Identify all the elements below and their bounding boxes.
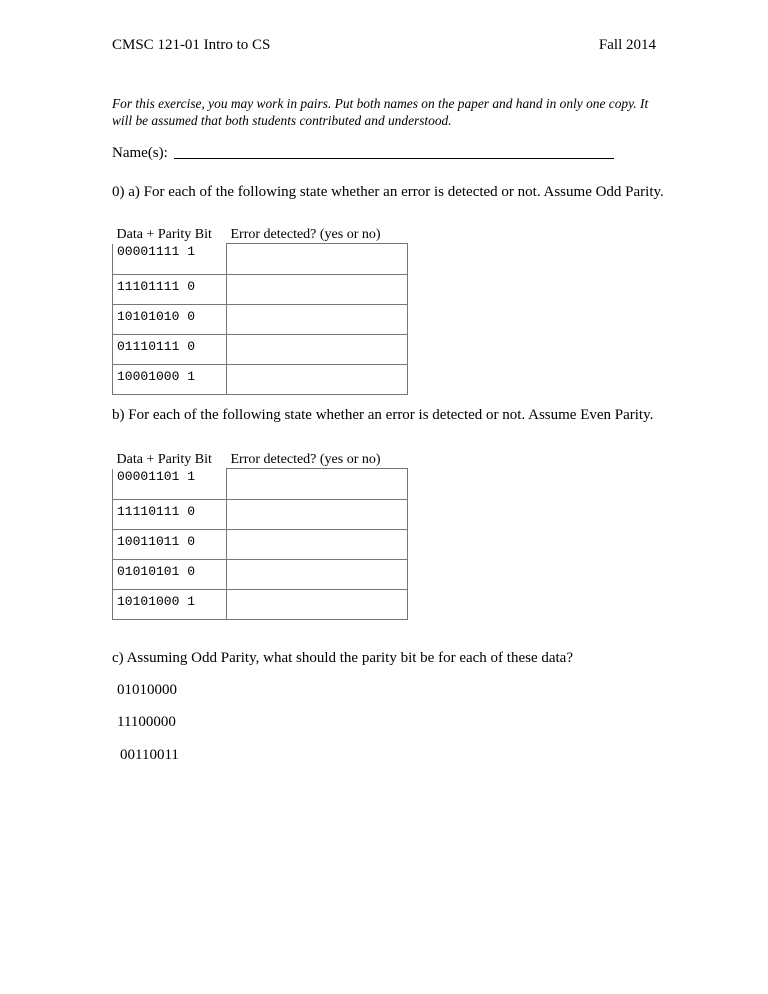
answer-cell[interactable]	[227, 469, 408, 500]
answer-cell[interactable]	[227, 305, 408, 335]
table-row	[113, 469, 408, 500]
course-title: CMSC 121-01 Intro to CS	[112, 37, 271, 53]
table-row	[113, 500, 408, 530]
answer-cell[interactable]	[227, 560, 408, 590]
table-row	[113, 275, 408, 305]
table-row	[113, 305, 408, 335]
data-cell: 01010101 0	[113, 560, 227, 590]
instructions-text: For this exercise, you may work in pairs. Put both names on the paper and hand in only one copy. It will be assumed that both students contributed and understood.	[112, 96, 649, 128]
data-cell: 10101010 0	[113, 305, 227, 335]
part-c-item: 00110011	[120, 747, 179, 763]
col-header-data: Data + Parity Bit	[116, 227, 212, 242]
col-header-data: Data + Parity Bit	[116, 452, 212, 467]
part-b-prompt: b) For each of the following state whether an error is detected or not. Assume Even Parity.	[112, 407, 654, 423]
answer-cell[interactable]	[227, 365, 408, 395]
data-cell: 11110111 0	[113, 500, 227, 530]
table-row	[113, 335, 408, 365]
table-row	[113, 365, 408, 395]
data-cell: 00001101 1	[113, 469, 227, 500]
data-cell: 10011011 0	[113, 530, 227, 560]
col-header-answer: Error detected? (yes or no)	[230, 227, 381, 242]
part-c-prompt: c) Assuming Odd Parity, what should the parity bit be for each of these data?	[112, 650, 573, 666]
data-cell: 10001000 1	[113, 365, 227, 395]
table-row	[113, 530, 408, 560]
names-blank-line[interactable]	[174, 158, 614, 159]
data-cell: 11101111 0	[113, 275, 227, 305]
part-c-item: 11100000	[117, 714, 176, 730]
names-label: Name(s):	[112, 145, 168, 161]
data-cell: 01110111 0	[113, 335, 227, 365]
answer-cell[interactable]	[227, 590, 408, 620]
data-cell: 10101000 1	[113, 590, 227, 620]
even-parity-table	[112, 452, 408, 620]
table-row	[113, 560, 408, 590]
answer-cell[interactable]	[227, 244, 408, 275]
answer-cell[interactable]	[227, 335, 408, 365]
part-c-item: 01010000	[117, 682, 177, 698]
part-a-prompt: 0) a) For each of the following state whether an error is detected or not. Assume Odd Parity.	[112, 184, 664, 200]
answer-cell[interactable]	[227, 530, 408, 560]
table-row	[113, 590, 408, 620]
answer-cell[interactable]	[227, 275, 408, 305]
odd-parity-table	[112, 227, 408, 395]
col-header-answer: Error detected? (yes or no)	[230, 452, 381, 467]
data-cell: 00001111 1	[113, 244, 227, 275]
answer-cell[interactable]	[227, 500, 408, 530]
term-label: Fall 2014	[598, 37, 656, 53]
table-row	[113, 244, 408, 275]
names-field[interactable]	[112, 145, 614, 162]
